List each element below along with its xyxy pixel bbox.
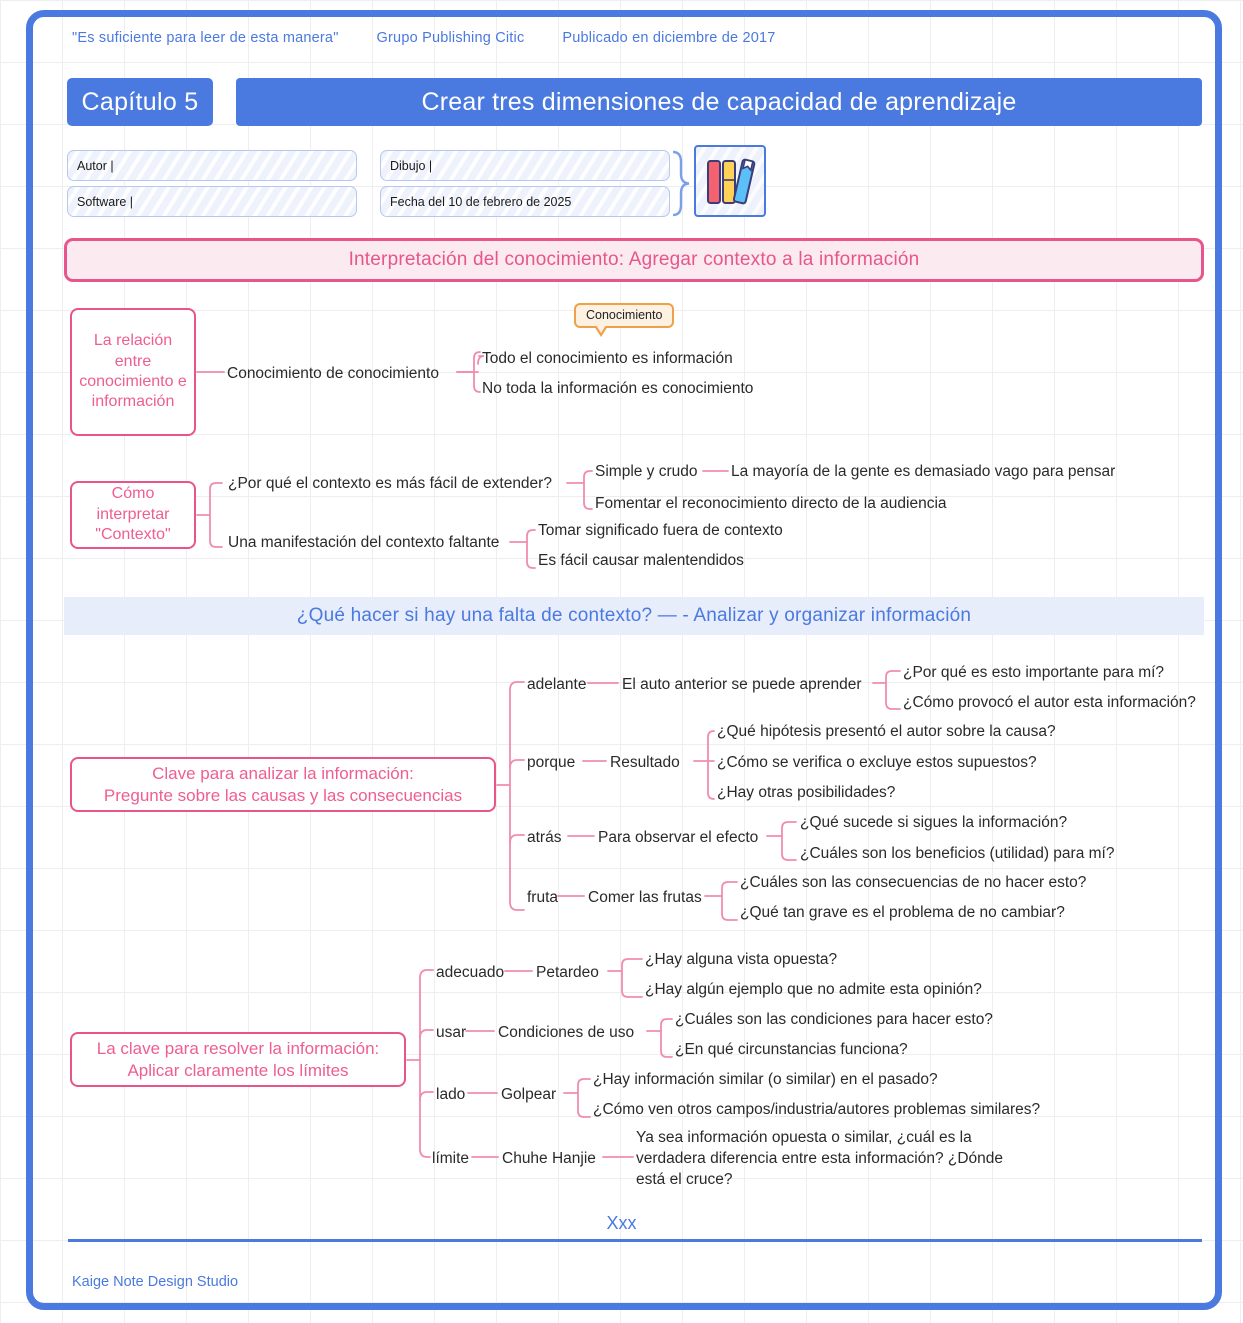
branch3-item1-leaf-0: ¿Qué hipótesis presentó el autor sobre la causa? <box>717 723 1056 740</box>
section-header-analyze: ¿Qué hacer si hay una falta de contexto? — - Analizar y organizar información <box>64 597 1204 635</box>
branch3-item1-leaf-1: ¿Cómo se verifica o excluye estos supuestos? <box>717 754 1037 771</box>
branch3-item1-leaf-2: ¿Hay otras posibilidades? <box>717 784 896 801</box>
branch2-node1-label: Una manifestación del contexto faltante <box>228 534 500 551</box>
branch3-root-line1: Clave para analizar la información: <box>152 763 414 783</box>
branch4-item3-mid: Chuhe Hanjie <box>502 1150 596 1167</box>
branch4-item0-mid: Petardeo <box>536 964 599 981</box>
branch4-item1-key: usar <box>436 1024 467 1041</box>
branch1-leaf-0: Todo el conocimiento es información <box>482 350 733 367</box>
page-mark: Xxx <box>606 1213 637 1233</box>
branch3-item0-leaf-0: ¿Por qué es esto importante para mí? <box>903 664 1165 681</box>
branch3-item3-leaf-0: ¿Cuáles son las consecuencias de no hacer esto? <box>740 874 1087 891</box>
branch4-item0-leaf-0: ¿Hay alguna vista opuesta? <box>645 951 838 968</box>
software-field[interactable] <box>67 186 357 217</box>
branch3-root <box>70 757 496 812</box>
dibujo-field-label: Dibujo | <box>390 158 433 173</box>
meta-published-date: Publicado en diciembre de 2017 <box>562 30 776 46</box>
autor-field[interactable] <box>67 150 357 181</box>
brace-bracket <box>671 150 691 217</box>
studio-credit: Kaige Note Design Studio <box>72 1274 239 1290</box>
branch4-item2-mid: Golpear <box>501 1086 557 1103</box>
branch4-item1-leaf-1: ¿En qué circunstancias funciona? <box>675 1041 908 1058</box>
branch3-item0-mid: El auto anterior se puede aprender <box>622 676 862 693</box>
autor-field-label: Autor | <box>77 158 114 173</box>
branch3-item0-leaf-1: ¿Cómo provocó el autor esta información? <box>903 694 1196 711</box>
branch2-node0-grandchild: La mayoría de la gente es demasiado vago para pensar <box>731 463 1116 480</box>
page-title: Crear tres dimensiones de capacidad de aprendizaje <box>236 78 1202 126</box>
branch3-item3-leaf-1: ¿Qué tan grave es el problema de no cambiar? <box>740 904 1065 921</box>
branch2-root: Cómo interpretar "Contexto" <box>70 481 196 549</box>
meta-publisher: Grupo Publishing Citic <box>376 30 525 46</box>
software-field-label: Software | <box>77 194 134 209</box>
branch4-item2-key: lado <box>436 1086 466 1103</box>
branch2-node1-child-0: Tomar significado fuera de contexto <box>538 522 783 539</box>
books-icon <box>694 145 766 217</box>
branch4-root-line2: Aplicar claramente los límites <box>127 1060 349 1080</box>
section-header-knowledge: Interpretación del conocimiento: Agregar contexto a la información <box>64 238 1204 282</box>
branch3-item3-mid: Comer las frutas <box>588 889 702 906</box>
branch4-item2-leaf-0: ¿Hay información similar (o similar) en el pasado? <box>593 1071 938 1088</box>
branch3-item3-key: fruta <box>527 889 559 906</box>
branch3-root-line2: Pregunte sobre las causas y las consecuencias <box>103 785 463 805</box>
branch4-item0-key: adecuado <box>436 964 505 981</box>
branch4-item2-leaf-1: ¿Cómo ven otros campos/industria/autores problemas similares? <box>593 1101 1041 1118</box>
branch3-item2-leaf-0: ¿Qué sucede si sigues la información? <box>800 814 1068 831</box>
branch3-item1-key: porque <box>527 754 576 771</box>
fecha-field-label: Fecha del 10 de febrero de 2025 <box>390 194 572 209</box>
conocimiento-callout: Conocimiento <box>574 303 674 328</box>
meta-row <box>72 30 776 46</box>
branch1-root: La relación entre conocimiento e información <box>70 308 196 436</box>
chapter-badge: Capítulo 5 <box>67 78 213 126</box>
branch2-node1-child-1: Es fácil causar malentendidos <box>538 552 744 569</box>
branch2-node0-child-1: Fomentar el reconocimiento directo de la audiencia <box>595 495 947 512</box>
meta-quote: "Es suficiente para leer de esta manera" <box>72 30 339 46</box>
branch4-item1-mid: Condiciones de uso <box>498 1024 635 1041</box>
branch2-node0-label: ¿Por qué el contexto es más fácil de extender? <box>228 475 552 492</box>
branch4-item1-leaf-0: ¿Cuáles son las condiciones para hacer esto? <box>675 1011 993 1028</box>
branch4-item0-leaf-1: ¿Hay algún ejemplo que no admite esta opinión? <box>645 981 982 998</box>
branch1-level1: Conocimiento de conocimiento <box>227 365 439 382</box>
branch4-item3-key: límite <box>432 1150 470 1167</box>
branch3-item0-key: adelante <box>527 676 587 693</box>
branch3-item2-leaf-1: ¿Cuáles son los beneficios (utilidad) para mí? <box>800 845 1115 862</box>
fecha-field[interactable] <box>380 186 670 217</box>
branch4-root <box>70 1032 406 1087</box>
branch3-item1-mid: Resultado <box>610 754 680 771</box>
branch2-node0-child-0: Simple y crudo <box>595 463 698 480</box>
branch3-item2-key: atrás <box>527 829 562 846</box>
branch3-item2-mid: Para observar el efecto <box>598 829 759 846</box>
branch4-root-line1: La clave para resolver la información: <box>96 1038 380 1058</box>
branch1-leaf-1: No toda la información es conocimiento <box>482 380 754 397</box>
footer-divider <box>68 1239 1202 1242</box>
dibujo-field[interactable] <box>380 150 670 181</box>
branch4-item3-leaf-0: Ya sea información opuesta o similar, ¿cuál es la verdadera diferencia entre esta información? ¿Dónde está el cruce? <box>636 1129 1004 1188</box>
